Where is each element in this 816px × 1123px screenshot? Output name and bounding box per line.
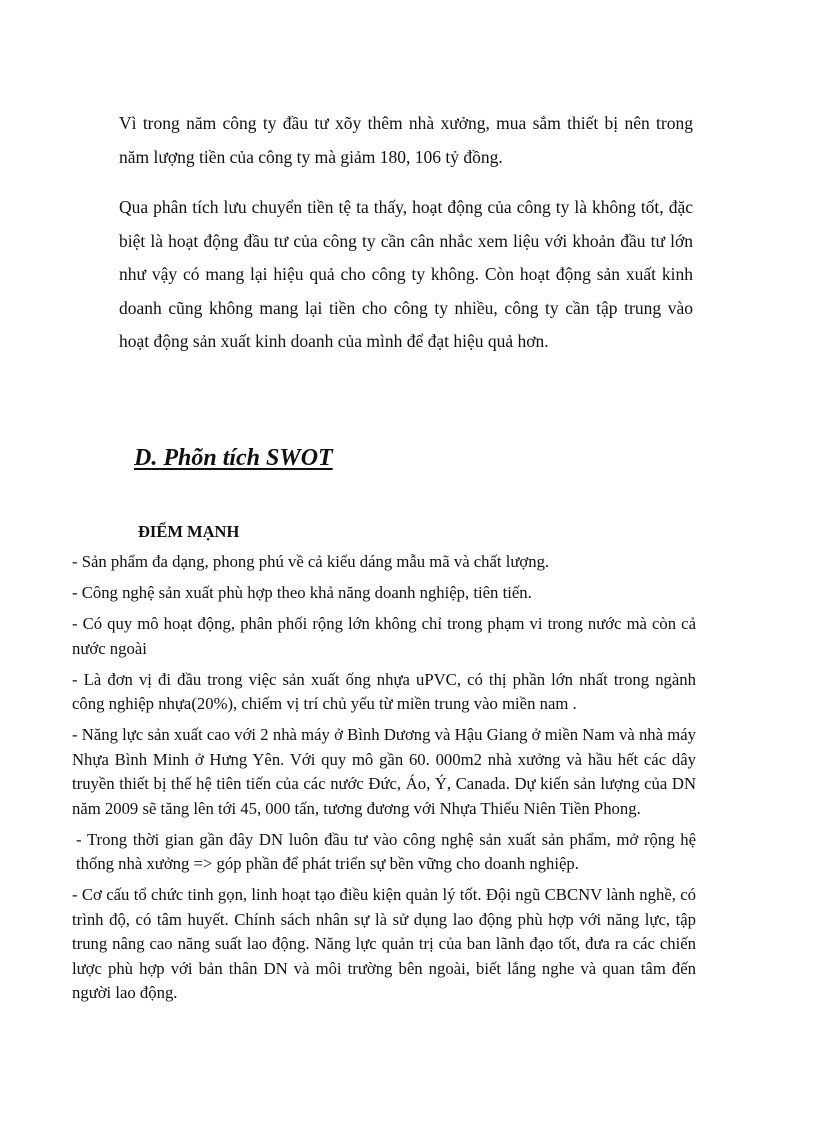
strengths-heading: ĐIỂM MẠNH — [138, 522, 240, 541]
strength-item: - Cơ cấu tổ chức tinh gọn, linh hoạt tạo điều kiện quản lý tốt. Đội ngũ CBCNV lành nghề, có trình độ, có tâm huyết. Chính sách nhân sự là sử dụng lao động phù hợp với năng lực, tập trung nâng cao năng suất lao động. Năng lực quản trị của ban lãnh đạo tốt, đưa ra các chiến lược phù hợp với bản thân DN và môi trường bên ngoài, biết lắng nghe và quan tâm đến người lao động. — [72, 885, 696, 1002]
strength-item: - Là đơn vị đi đầu trong việc sản xuất ống nhựa uPVC, có thị phần lớn nhất trong ngành công nghiệp nhựa(20%), chiếm vị trí chủ yếu từ miền trung vào miền nam . — [72, 669, 696, 713]
paragraph-investment: Vì trong năm công ty đầu tư xõy thêm nhà xưởng, mua sắm thiết bị nên trong năm lượng tiền của công ty mà giảm 180, 106 tỷ đồng. — [119, 113, 693, 167]
section-heading-swot: D. Phõn tích SWOT — [134, 445, 333, 471]
strength-item: - Trong thời gian gần đây DN luôn đầu tư vào công nghệ sản xuất sản phẩm, mở rộng hệ thống nhà xưởng => góp phần để phát triển sự bền vững cho doanh nghiệp. — [76, 829, 696, 873]
strengths-list — [72, 550, 696, 1012]
paragraph-cashflow-analysis: Qua phân tích lưu chuyển tiền tệ ta thấy, hoạt động của công ty là không tốt, đặc biệt là hoạt động đầu tư của công ty cần cân nhắc xem liệu với khoản đầu tư lớn như vậy có mang lại hiệu quả cho công ty không. Còn hoạt động sản xuất kinh doanh cũng không mang lại tiền cho công ty nhiều, công ty cần tập trung vào hoạt động sản xuất kinh doanh của mình để đạt hiệu quả hơn. — [119, 197, 693, 352]
strength-item: - Công nghệ sản xuất phù hợp theo khả năng doanh nghiệp, tiên tiến. — [72, 583, 532, 602]
strength-item: - Năng lực sản xuất cao với 2 nhà máy ở Bình Dương và Hậu Giang ở miền Nam và nhà máy Nhựa Bình Minh ở Hưng Yên. Với quy mô gần 60. 000m2 nhà xưởng và hầu hết các dây truyền thiết bị thế hệ tiên tiến của các nước Đức, Áo, Ý, Canada. Dự kiến sản lượng của DN năm 2009 sẽ tăng lên tới 45, 000 tấn, tương đương với Nhựa Thiếu Niên Tiền Phong. — [72, 725, 696, 818]
strength-item: - Sản phẩm đa dạng, phong phú về cả kiểu dáng mẫu mã và chất lượng. — [72, 552, 550, 571]
strength-item: - Có quy mô hoạt động, phân phối rộng lớn không chỉ trong phạm vi trong nước mà còn cả nước ngoài — [72, 614, 696, 658]
